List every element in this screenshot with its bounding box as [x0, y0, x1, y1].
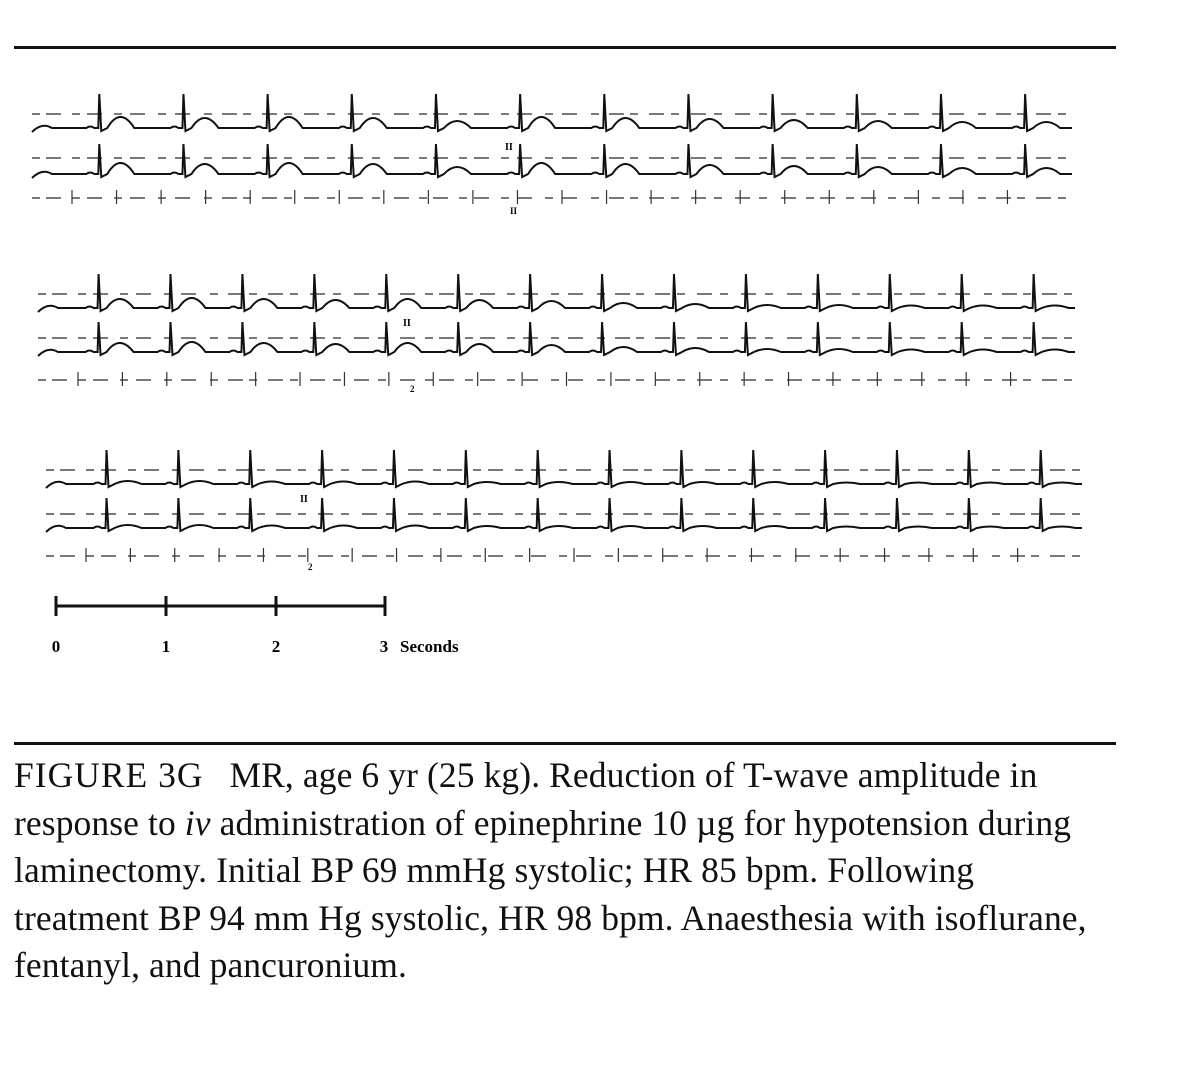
strip-markers [300, 142, 518, 572]
scale-tick-0: 0 [51, 637, 61, 656]
scale-tick-1: 1 [161, 637, 171, 656]
strip-marker: II [510, 206, 518, 216]
timing-ticks [78, 372, 1011, 386]
strip-marker: 2 [410, 384, 415, 394]
caption-rule [14, 742, 1116, 745]
ecg-strip-3 [46, 450, 1082, 562]
ecg-trace-lead-2 [38, 322, 1075, 356]
caption-italic: iv [184, 802, 211, 843]
ecg-trace-lead-2 [32, 144, 1072, 178]
timing-ticks [72, 190, 1007, 204]
caption-label: FIGURE 3G [14, 755, 204, 795]
caption-text-2: administration of epinephrine 10 µg for hypotension during laminectomy. Initial BP 69 mmHg systolic; HR 85 bpm. Following treatment BP 94 mm Hg systolic, HR 98 bpm. Anaesthesia with isoflurane, fentanyl, and pancuronium. [14, 802, 1087, 985]
scale-unit: Seconds [400, 637, 459, 656]
beat-marker: II [300, 494, 308, 505]
scale-tick-2: 2 [271, 637, 281, 656]
time-scale-bar [52, 596, 459, 656]
ecg-strip-1 [32, 94, 1072, 204]
ecg-trace-lead-1 [46, 450, 1082, 488]
figure-caption [14, 752, 1114, 990]
beat-marker: II [403, 318, 411, 329]
ecg-trace-lead-1 [38, 274, 1075, 312]
ecg-trace-lead-2 [46, 498, 1082, 532]
timing-ticks [86, 548, 1018, 562]
scale-tick-3: 3 [379, 637, 389, 656]
ecg-trace-lead-1 [32, 94, 1072, 132]
ecg-strip-2 [38, 274, 1075, 386]
strip-marker: 2 [308, 562, 313, 572]
beat-marker: II [505, 142, 513, 153]
caption-text-1: MR, age 6 yr (25 kg). Reduction of T-wave amplitude in response to [14, 755, 1038, 843]
